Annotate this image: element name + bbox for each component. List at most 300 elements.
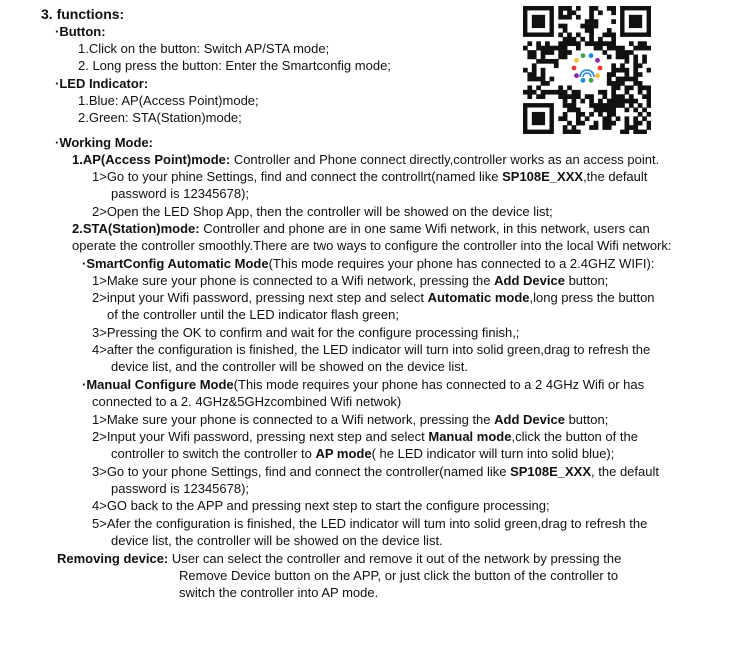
qr-module <box>633 63 638 68</box>
qr-module <box>580 112 585 117</box>
qr-module <box>545 59 550 64</box>
qr-module <box>611 10 616 15</box>
qr-module <box>549 90 554 95</box>
removing-device-label: Removing device: <box>57 551 169 566</box>
qr-module <box>598 90 603 95</box>
ap-mode-desc: Controller and Phone connect directly,controller works as an access point. <box>230 152 660 167</box>
qr-module <box>532 72 537 77</box>
smartconfig-step-cont: device list, and the controller will be showed on the device list. <box>111 359 468 374</box>
ap-mode-label: 1.AP(Access Point)mode: <box>72 152 231 167</box>
qr-module <box>527 55 532 60</box>
qr-module <box>545 41 550 46</box>
qr-module <box>607 72 612 77</box>
qr-module <box>625 59 630 64</box>
qr-module <box>585 94 590 99</box>
qr-module <box>611 121 616 126</box>
qr-module <box>567 6 572 11</box>
qr-module <box>594 41 599 46</box>
qr-module <box>549 77 554 82</box>
qr-module <box>620 81 625 86</box>
qr-module <box>638 90 643 95</box>
qr-module <box>607 112 612 117</box>
smartconfig-step: 4>after the configuration is finished, the LED indicator will turn into solid green,drag to refresh the <box>92 342 651 357</box>
qr-module <box>598 37 603 42</box>
qr-module <box>647 112 651 117</box>
qr-module <box>558 6 563 11</box>
qr-module <box>607 32 612 37</box>
qr-module <box>558 41 563 46</box>
qr-module <box>611 99 616 104</box>
qr-module <box>541 46 546 51</box>
qr-module <box>549 59 554 64</box>
qr-module <box>549 50 554 55</box>
qr-module <box>576 6 581 11</box>
removing-device-line: Removing device: User can select the controller and remove it out of the network by pressing the <box>57 551 622 566</box>
qr-module <box>611 6 616 11</box>
qr-module <box>585 24 590 29</box>
smartconfig-step: 1>Make sure your phone is connected to a Wifi network, pressing the Add Device button; <box>92 273 609 288</box>
qr-module <box>580 121 585 126</box>
manual-step: 3>Go to your phone Settings, find and connect the controller(named like SP108E_XXX, the default <box>92 464 659 479</box>
qr-module <box>625 77 630 82</box>
qr-module <box>532 63 537 68</box>
qr-module <box>576 112 581 117</box>
qr-module <box>633 55 638 60</box>
removing-device-text: switch the controller into AP mode. <box>179 585 379 600</box>
qr-module <box>602 108 607 113</box>
qr-module <box>633 130 638 134</box>
qr-module <box>642 46 647 51</box>
qr-module <box>647 94 651 99</box>
qr-module <box>589 94 594 99</box>
qr-module <box>567 37 572 42</box>
manual-note-cont: connected to a 2. 4GHz&5GHzcombined Wifi netwok) <box>92 394 402 409</box>
qr-module <box>616 116 621 121</box>
qr-module <box>567 10 572 15</box>
manual-step-cont: password is 12345678); <box>111 481 250 496</box>
qr-module <box>625 50 630 55</box>
qr-module <box>598 112 603 117</box>
qr-module <box>620 103 625 108</box>
qr-module <box>576 41 581 46</box>
qr-module <box>602 125 607 130</box>
qr-module <box>607 41 612 46</box>
qr-module <box>611 103 616 108</box>
qr-module <box>625 68 630 73</box>
led-heading: ·LED Indicator: <box>55 76 149 91</box>
qr-module <box>594 46 599 51</box>
qr-module <box>602 103 607 108</box>
qr-module <box>541 77 546 82</box>
qr-module <box>541 90 546 95</box>
qr-module <box>633 125 638 130</box>
qr-module <box>527 50 532 55</box>
sta-mode-desc: operate the controller smoothly.There are two ways to configure the controller into the local Wifi network: <box>72 238 672 253</box>
qr-module <box>633 68 638 73</box>
qr-module <box>576 130 581 134</box>
qr-module <box>647 85 651 90</box>
qr-module <box>625 121 630 126</box>
qr-module <box>647 90 651 95</box>
qr-module <box>523 68 528 73</box>
qr-module <box>589 125 594 130</box>
qr-module <box>527 41 532 46</box>
qr-module <box>545 50 550 55</box>
smartconfig-heading: ·SmartConfig Automatic Mode(This mode requires your phone has connected to a 2.4GHZ WIFI): <box>82 256 655 271</box>
qr-module <box>620 68 625 73</box>
qr-module <box>572 99 577 104</box>
qr-module <box>563 50 568 55</box>
section-heading: 3. functions: <box>41 6 125 22</box>
qr-module <box>594 121 599 126</box>
qr-module <box>563 15 568 20</box>
qr-module <box>616 99 621 104</box>
qr-code <box>523 6 651 134</box>
qr-module <box>642 59 647 64</box>
qr-module <box>647 103 651 108</box>
qr-module <box>536 77 541 82</box>
qr-module <box>563 28 568 33</box>
qr-module <box>620 46 625 51</box>
qr-module <box>620 77 625 82</box>
qr-module <box>558 46 563 51</box>
ap-step-cont: password is 12345678); <box>111 186 250 201</box>
qr-module <box>642 85 647 90</box>
qr-module <box>545 46 550 51</box>
qr-module <box>611 90 616 95</box>
qr-module <box>594 19 599 24</box>
qr-module <box>563 116 568 121</box>
qr-module <box>541 94 546 99</box>
qr-module <box>536 85 541 90</box>
qr-module <box>580 24 585 29</box>
qr-module <box>576 121 581 126</box>
qr-module <box>527 85 532 90</box>
qr-module <box>642 130 647 134</box>
manual-step-cont: device list, the controller will be showed on the device list. <box>111 533 443 548</box>
qr-module <box>607 28 612 33</box>
qr-logo-dot <box>574 58 579 63</box>
qr-module <box>589 99 594 104</box>
qr-module <box>523 90 528 95</box>
qr-module <box>594 103 599 108</box>
qr-module <box>558 10 563 15</box>
button-item: 1.Click on the button: Switch AP/STA mode; <box>78 41 330 56</box>
qr-module <box>567 32 572 37</box>
qr-module <box>620 63 625 68</box>
qr-module <box>611 94 616 99</box>
removing-device-text: Remove Device button on the APP, or just click the button of the controller to <box>179 568 619 583</box>
qr-module <box>563 6 568 11</box>
qr-module <box>616 46 621 51</box>
qr-module <box>523 46 528 51</box>
qr-module <box>536 94 541 99</box>
qr-module <box>532 90 537 95</box>
qr-module <box>563 41 568 46</box>
qr-module <box>563 99 568 104</box>
qr-module <box>625 85 630 90</box>
qr-module <box>642 116 647 121</box>
qr-module <box>589 15 594 20</box>
qr-module <box>563 24 568 29</box>
qr-module <box>567 50 572 55</box>
qr-module <box>633 46 638 51</box>
button-item: 2. Long press the button: Enter the Smartconfig mode; <box>78 58 391 73</box>
qr-module <box>558 90 563 95</box>
qr-module <box>563 46 568 51</box>
qr-module <box>589 24 594 29</box>
qr-module <box>620 99 625 104</box>
qr-module <box>602 50 607 55</box>
qr-module <box>616 55 621 60</box>
qr-module <box>594 6 599 11</box>
qr-module <box>563 103 568 108</box>
qr-module <box>647 99 651 104</box>
qr-module <box>541 72 546 77</box>
qr-module <box>633 81 638 86</box>
qr-module <box>567 103 572 108</box>
qr-finder <box>532 112 545 125</box>
qr-module <box>585 28 590 33</box>
qr-module <box>563 125 568 130</box>
qr-module <box>638 85 643 90</box>
qr-module <box>567 121 572 126</box>
qr-module <box>554 46 559 51</box>
qr-module <box>585 41 590 46</box>
qr-module <box>616 103 621 108</box>
qr-module <box>620 94 625 99</box>
qr-module <box>611 46 616 51</box>
qr-module <box>572 94 577 99</box>
qr-module <box>620 130 625 134</box>
qr-module <box>625 108 630 113</box>
qr-module <box>549 46 554 51</box>
qr-module <box>527 94 532 99</box>
qr-module <box>642 94 647 99</box>
qr-module <box>607 125 612 130</box>
qr-module <box>589 28 594 33</box>
qr-module <box>567 130 572 134</box>
ap-step: 1>Go to your phine Settings, find and connect the controllrt(named like SP108E_XXX,the default <box>92 169 648 184</box>
led-item: 2.Green: STA(Station)mode; <box>78 110 242 125</box>
manual-step: 2>Input your Wifi password, pressing next step and select Manual mode,click the button of the <box>92 429 638 444</box>
qr-module <box>598 41 603 46</box>
qr-module <box>576 46 581 51</box>
qr-module <box>647 46 651 51</box>
qr-module <box>576 108 581 113</box>
qr-module <box>536 41 541 46</box>
qr-module <box>607 6 612 11</box>
qr-module <box>638 41 643 46</box>
qr-module <box>558 50 563 55</box>
qr-module <box>611 37 616 42</box>
qr-module <box>558 32 563 37</box>
qr-logo-dot <box>581 53 586 58</box>
qr-module <box>563 37 568 42</box>
qr-module <box>527 72 532 77</box>
qr-module <box>607 99 612 104</box>
qr-module <box>616 94 621 99</box>
qr-module <box>594 24 599 29</box>
qr-module <box>607 116 612 121</box>
qr-module <box>589 6 594 11</box>
qr-module <box>558 85 563 90</box>
qr-module <box>625 55 630 60</box>
qr-logo-dot <box>595 73 600 78</box>
qr-module <box>598 10 603 15</box>
qr-module <box>602 90 607 95</box>
qr-module <box>629 77 634 82</box>
sta-mode-desc: Controller and phone are in one same Wifi network, in this network, users can <box>199 221 650 236</box>
qr-module <box>625 130 630 134</box>
qr-module <box>625 125 630 130</box>
qr-module <box>638 103 643 108</box>
qr-module <box>576 32 581 37</box>
qr-module <box>633 108 638 113</box>
qr-module <box>567 94 572 99</box>
qr-module <box>611 72 616 77</box>
manual-step: 1>Make sure your phone is connected to a Wifi network, pressing the Add Device button; <box>92 412 609 427</box>
qr-module <box>602 41 607 46</box>
qr-module <box>629 41 634 46</box>
qr-module <box>602 32 607 37</box>
qr-module <box>611 68 616 73</box>
device-name: SP108E_XXX <box>502 169 584 184</box>
qr-module <box>638 72 643 77</box>
qr-module <box>607 77 612 82</box>
qr-module <box>616 81 621 86</box>
qr-module <box>527 77 532 82</box>
qr-logo-dot <box>589 53 594 58</box>
sta-mode-line <box>72 220 650 237</box>
qr-module <box>545 81 550 86</box>
qr-module <box>633 77 638 82</box>
qr-module <box>554 63 559 68</box>
qr-module <box>567 108 572 113</box>
qr-module <box>567 15 572 20</box>
qr-module <box>572 108 577 113</box>
qr-module <box>625 99 630 104</box>
qr-module <box>585 19 590 24</box>
qr-module <box>607 103 612 108</box>
qr-module <box>611 112 616 117</box>
qr-module <box>585 116 590 121</box>
qr-module <box>541 68 546 73</box>
qr-logo-dot <box>598 66 603 71</box>
qr-module <box>567 85 572 90</box>
qr-module <box>541 81 546 86</box>
qr-module <box>607 121 612 126</box>
smartconfig-step: 3>Pressing the OK to confirm and wait for the configure processing finish,; <box>92 325 520 340</box>
qr-module <box>554 90 559 95</box>
qr-module <box>580 99 585 104</box>
qr-module <box>625 90 630 95</box>
sta-mode-label: 2.STA(Station)mode: <box>72 221 200 236</box>
qr-module <box>633 116 638 121</box>
qr-module <box>616 68 621 73</box>
qr-module <box>589 19 594 24</box>
qr-module <box>576 116 581 121</box>
qr-module <box>647 125 651 130</box>
qr-module <box>611 85 616 90</box>
qr-module <box>633 59 638 64</box>
manual-heading: ·Manual Configure Mode(This mode requires your phone has connected to a 2 4GHz Wifi or has <box>82 377 645 392</box>
qr-module <box>558 94 563 99</box>
qr-module <box>563 112 568 117</box>
qr-module <box>558 24 563 29</box>
qr-module <box>541 50 546 55</box>
led-item: 1.Blue: AP(Access Point)mode; <box>78 93 259 108</box>
qr-module <box>572 41 577 46</box>
qr-module <box>616 85 621 90</box>
qr-module <box>629 50 634 55</box>
qr-module <box>598 103 603 108</box>
qr-module <box>638 112 643 117</box>
qr-module <box>638 63 643 68</box>
qr-module <box>629 94 634 99</box>
qr-module <box>563 130 568 134</box>
ap-step: 2>Open the LED Shop App, then the controller will be showed on the device list; <box>92 204 553 219</box>
qr-module <box>558 15 563 20</box>
qr-module <box>629 85 634 90</box>
qr-module <box>629 99 634 104</box>
qr-logo-dot <box>589 78 594 83</box>
manual-step-cont: controller to switch the controller to AP mode( he LED indicator will turn into solid blue); <box>111 446 615 461</box>
button-heading: ·Button: <box>55 24 106 39</box>
qr-module <box>554 59 559 64</box>
qr-module <box>563 94 568 99</box>
smartconfig-step: 2>input your Wifi password, pressing next step and select Automatic mode,long press the button <box>92 290 655 305</box>
qr-finder <box>629 15 642 28</box>
qr-module <box>611 41 616 46</box>
qr-module <box>602 116 607 121</box>
qr-module <box>572 37 577 42</box>
qr-module <box>572 103 577 108</box>
qr-module <box>607 81 612 86</box>
qr-module <box>602 121 607 126</box>
qr-module <box>638 121 643 126</box>
qr-module <box>572 10 577 15</box>
qr-module <box>620 55 625 60</box>
qr-module <box>629 103 634 108</box>
qr-module <box>572 90 577 95</box>
qr-module <box>527 90 532 95</box>
qr-module <box>625 116 630 121</box>
qr-module <box>611 108 616 113</box>
qr-module <box>541 59 546 64</box>
qr-module <box>633 72 638 77</box>
qr-module <box>647 121 651 126</box>
qr-module <box>576 90 581 95</box>
qr-module <box>594 108 599 113</box>
qr-module <box>532 77 537 82</box>
qr-module <box>611 63 616 68</box>
qr-logo-dot <box>574 73 579 78</box>
qr-module <box>616 50 621 55</box>
qr-module <box>563 55 568 60</box>
qr-module <box>532 50 537 55</box>
qr-module <box>589 41 594 46</box>
qr-module <box>572 125 577 130</box>
qr-module <box>611 19 616 24</box>
qr-module <box>642 41 647 46</box>
qr-module <box>598 99 603 104</box>
qr-module <box>589 103 594 108</box>
ap-mode-line <box>72 151 659 168</box>
qr-module <box>536 59 541 64</box>
qr-module <box>638 81 643 86</box>
qr-module <box>580 37 585 42</box>
